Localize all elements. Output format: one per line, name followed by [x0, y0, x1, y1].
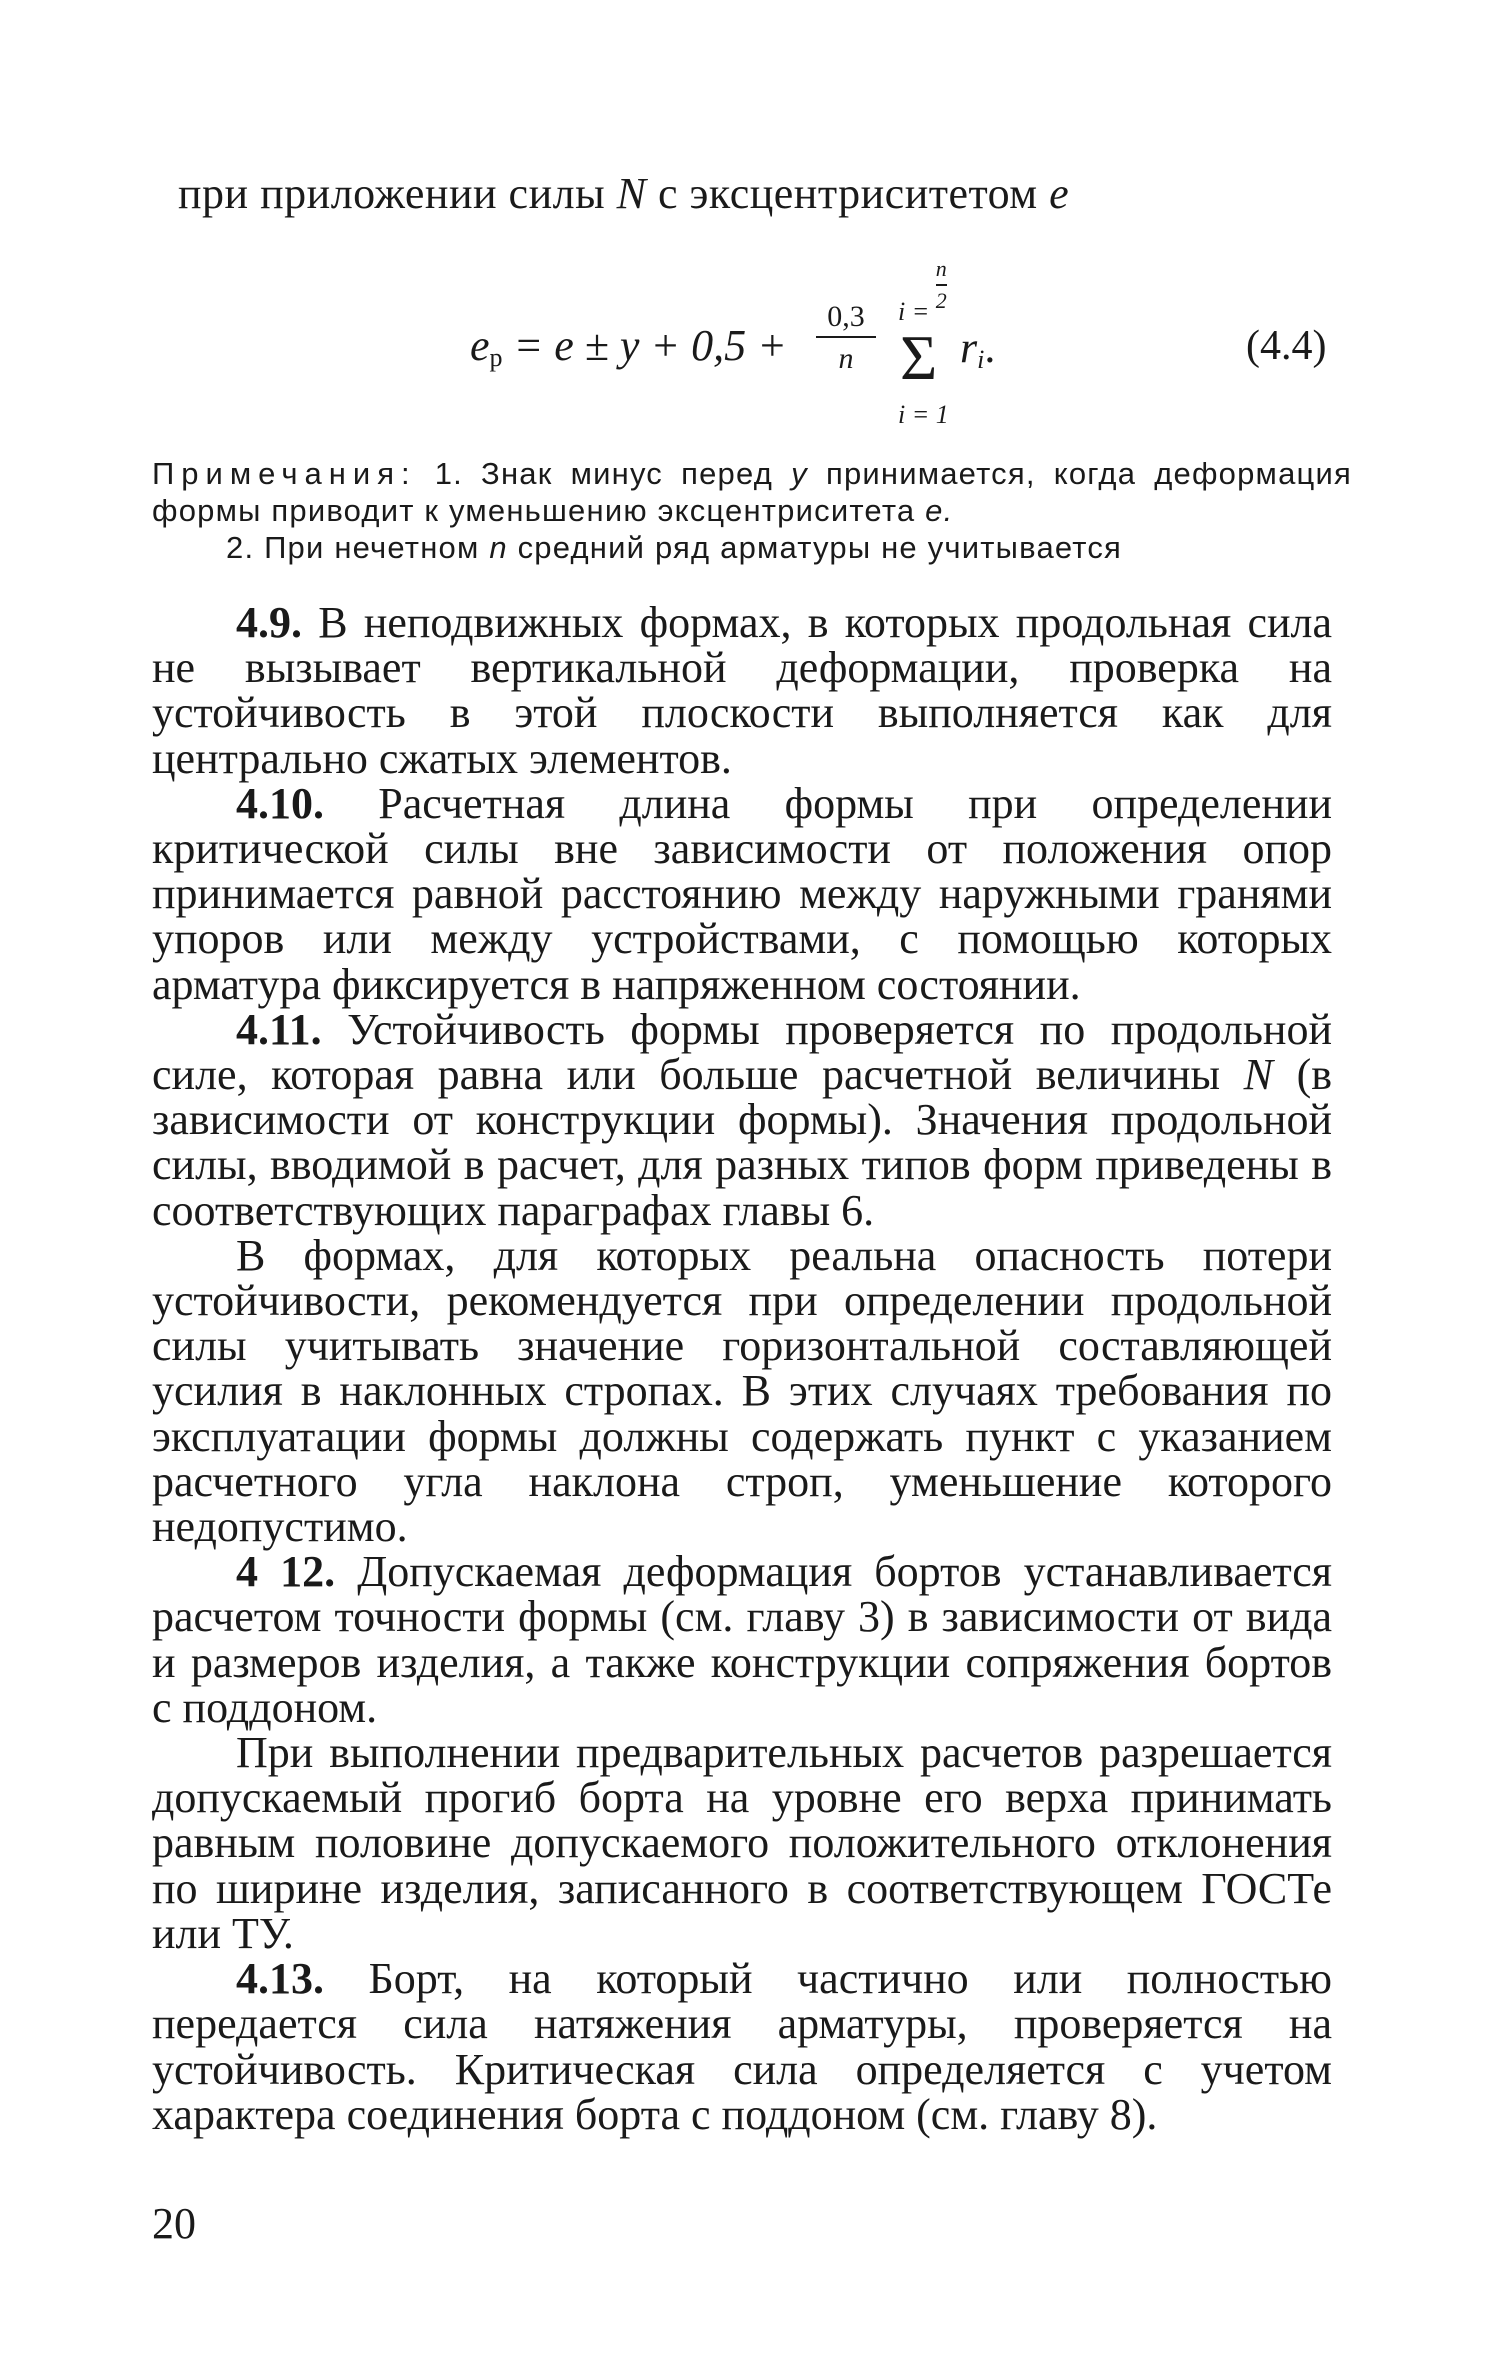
sum-upper-i: i = — [898, 297, 930, 326]
note-2-var: n — [489, 530, 508, 565]
paragraph-4-9-text: В неподвижных формах, в которых продольная сила не вызывает вертикальной деформации, проверка на устойчивость в этой плоскости выполняется как для центрально сжатых элементов. — [152, 598, 1333, 783]
paragraph-4-12 — [152, 1549, 1332, 1730]
term-end: . — [984, 323, 996, 372]
note-2 — [152, 529, 1352, 566]
formula-fraction — [816, 300, 876, 376]
fraction-denominator: n — [838, 342, 854, 375]
body-text — [152, 600, 1332, 2137]
paragraph-4-10-number: 4.10. — [236, 778, 324, 828]
paragraph-4-13 — [152, 1956, 1332, 2137]
intro-var-e: e — [1049, 169, 1070, 218]
paragraph-4-11-cont: В формах, для которых реальна опасность потери устойчивости, рекомендуется при определении продольной силы учитывать значение горизонтальной составляющей усилия в наклонных стропах. В этих случаях требования по эксплуатации формы должны содержать пункт с указанием расчетного угла наклона строп, уменьшение которого недопустимо. — [152, 1230, 1332, 1552]
paragraph-4-13-number: 4.13. — [236, 1954, 324, 2004]
paragraph-4-11-text-b: (в зависимости от конструкции формы). Значения продольной силы, вводимой в расчет, для разных типов форм приведены в соответствующих параграфах главы 6. — [152, 1050, 1332, 1235]
sum-symbol: Σ — [900, 322, 938, 393]
formula-lhs-sub: р — [489, 343, 503, 372]
sum-upper-bar — [936, 284, 947, 286]
intro-text-2: с эксцентриситетом — [658, 169, 1038, 218]
formula-lhs-e: e — [470, 321, 490, 370]
paragraph-4-11-number: 4.11. — [236, 1004, 322, 1054]
note-2-text: 2. При нечетном — [226, 530, 480, 565]
note-1-rest: принимается, когда деформация формы приводит к уменьшению эксцентриситета — [152, 456, 1352, 528]
equation-number: (4.4) — [1246, 323, 1327, 369]
formula-4-4 — [470, 256, 1350, 436]
note-1 — [152, 455, 1352, 529]
sum-upper-fraction — [936, 256, 947, 314]
intro-text: при приложении силы — [178, 169, 606, 218]
paragraph-4-11 — [152, 1004, 1333, 1235]
paragraph-4-11-text-a: Устойчивость формы проверяется по продольной силе, которая равна или больше расчетной величины — [152, 1004, 1333, 1100]
term-r: r — [960, 323, 978, 372]
formula-term — [960, 322, 995, 375]
note-1-text: 1. Знак минус перед — [434, 456, 774, 491]
term-sub: i — [977, 345, 985, 374]
sum-lower-limit: i = 1 — [898, 400, 949, 429]
formula-lhs — [470, 320, 787, 373]
sum-upper-den: 2 — [935, 288, 947, 313]
intro-var-n: N — [616, 169, 647, 218]
formula-rhs: = e ± y + 0,5 + — [513, 321, 787, 370]
paragraph-4-9-number: 4.9. — [236, 598, 302, 647]
fraction-numerator: 0,3 — [827, 300, 865, 333]
paragraph-4-10 — [152, 778, 1333, 1009]
paragraph-4-9 — [152, 600, 1332, 781]
note-2-rest: средний ряд арматуры не учитывается — [517, 530, 1123, 565]
notes-block — [152, 455, 1352, 566]
note-1-var: y — [791, 456, 808, 491]
paragraph-4-10-text: Расчетная длина формы при определении критической силы вне зависимости от положения опор принимается равной расстоянию между наружными гранями упоров или между устройствами, с помощью которых арматура фиксируется в напряженном состоянии. — [152, 778, 1333, 1009]
paragraph-4-11-var: N — [1243, 1050, 1273, 1100]
page-number: 20 — [152, 2199, 196, 2248]
sum-upper-limit — [898, 256, 947, 327]
paragraph-4-13-text: Борт, на который частично или полностью передается сила натяжения арматуры, проверяется на устойчивость. Критическая сила определяется с учетом характера соединения борта с поддоном (см. главу 8). — [152, 1954, 1333, 2139]
notes-label: Примечания: — [152, 456, 417, 491]
paragraph-4-12-text: Допускаемая деформация бортов устанавливается расчетом точности формы (см. главу 3) в зависимости от вида и размеров изделия, а также конструкции сопряжения бортов с поддоном. — [152, 1547, 1333, 1732]
note-1-var-2: e. — [925, 493, 954, 528]
paragraph-4-12-cont: При выполнении предварительных расчетов разрешается допускаемый прогиб борта на уровне его верха принимать равным половине допускаемого положительного отклонения по ширине изделия, записанного в соответствующем ГОСТе или ТУ. — [152, 1728, 1332, 1958]
sum-upper-num: n — [935, 256, 947, 281]
intro-line — [178, 168, 1069, 219]
paragraph-4-12-number: 4 12. — [236, 1547, 336, 1597]
